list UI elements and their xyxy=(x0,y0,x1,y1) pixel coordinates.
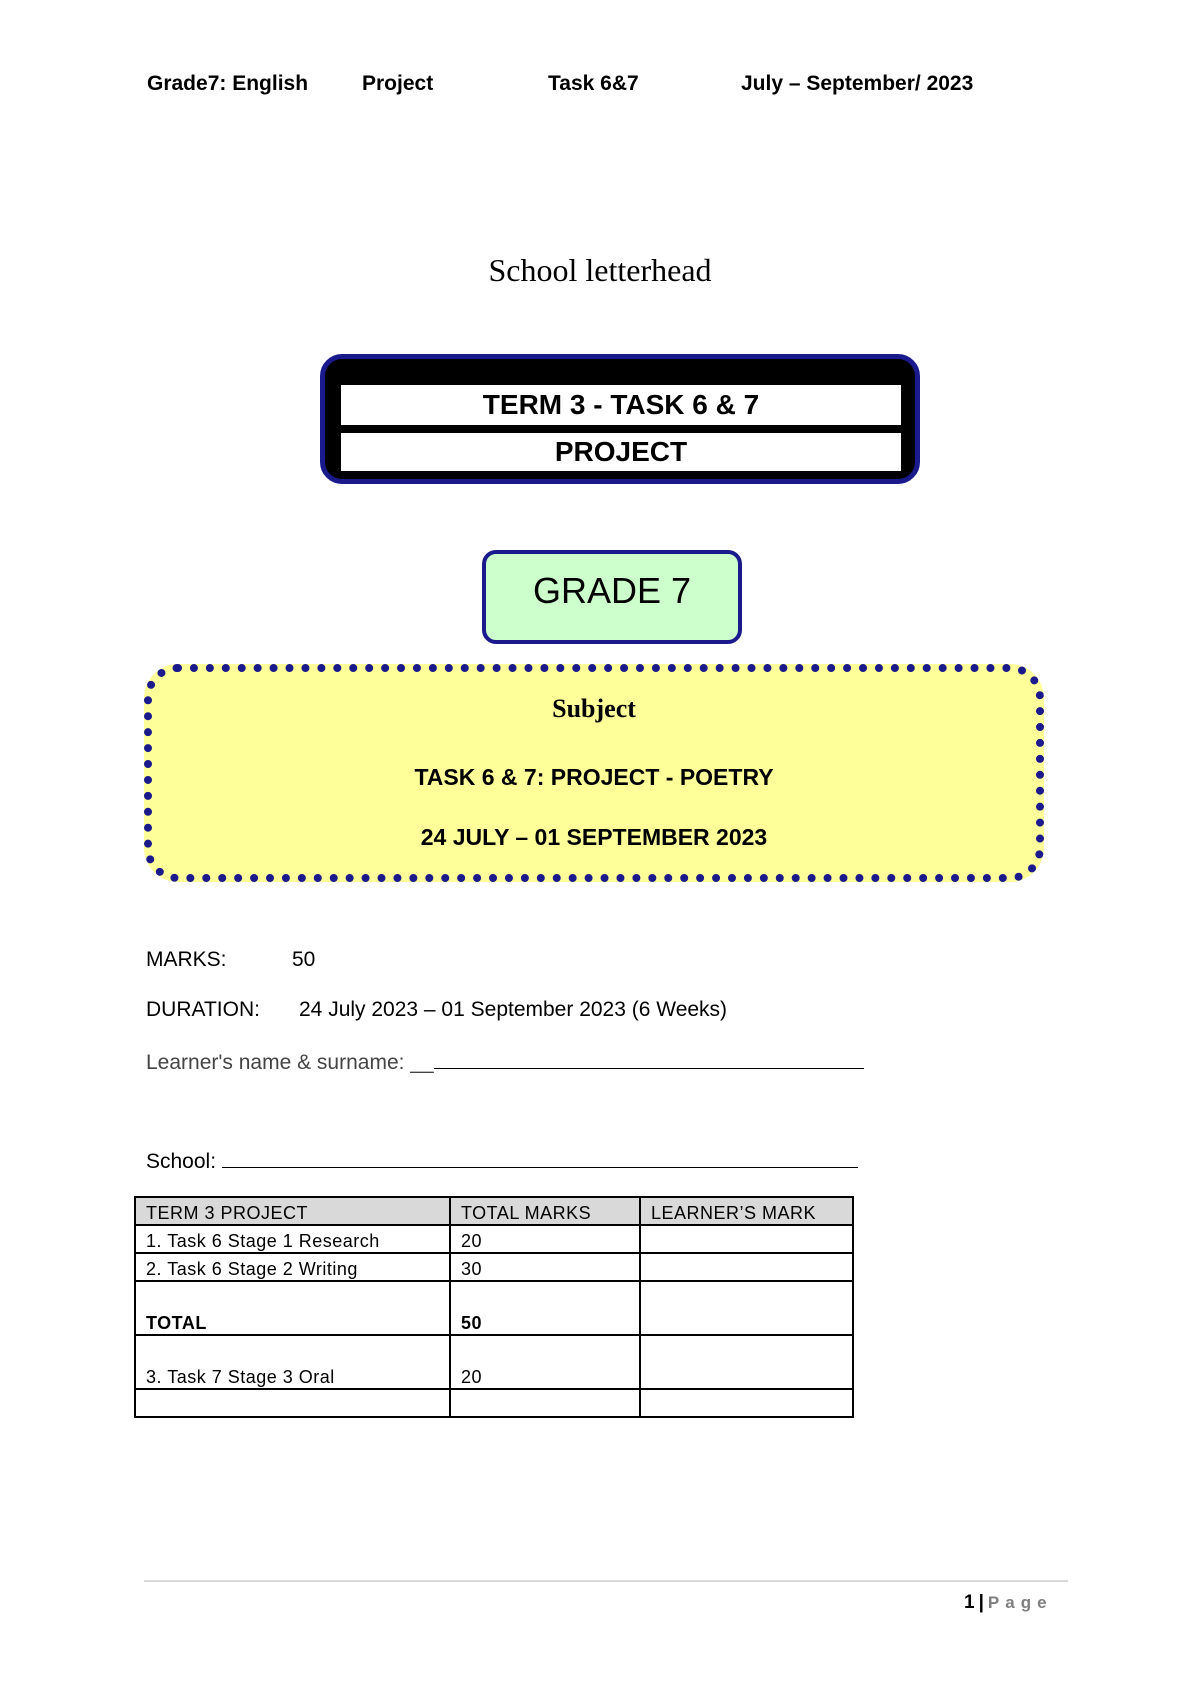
table-cell-input[interactable] xyxy=(640,1281,853,1335)
duration-label: DURATION: xyxy=(146,998,260,1021)
header-period: July – September/ 2023 xyxy=(741,72,974,95)
duration-value: 24 July 2023 – 01 September 2023 (6 Weeks) xyxy=(299,998,728,1021)
school-field[interactable] xyxy=(222,1147,858,1168)
table-cell: 30 xyxy=(450,1253,640,1281)
learner-name-field[interactable] xyxy=(434,1048,864,1069)
footer-rule xyxy=(144,1580,1068,1582)
learner-name-label: Learner's name & surname: __ xyxy=(146,1051,434,1074)
school-line xyxy=(146,1147,858,1174)
table-cell-input[interactable] xyxy=(640,1253,853,1281)
table-cell: 20 xyxy=(450,1335,640,1389)
subject-box xyxy=(144,664,1044,882)
table-cell: 3. Task 7 Stage 3 Oral xyxy=(135,1335,450,1389)
table-cell xyxy=(450,1389,640,1417)
page-number-value: 1 xyxy=(964,1592,975,1613)
duration-line xyxy=(146,998,727,1022)
marks-value: 50 xyxy=(292,948,316,971)
header-type: Project xyxy=(362,72,434,95)
header-grade: Grade7: English xyxy=(147,72,309,95)
table-header-row xyxy=(135,1197,853,1225)
table-cell: 2. Task 6 Stage 2 Writing xyxy=(135,1253,450,1281)
table-header: TOTAL MARKS xyxy=(450,1197,640,1225)
marks-line xyxy=(146,948,315,972)
table-cell: 1. Task 6 Stage 1 Research xyxy=(135,1225,450,1253)
marks-table xyxy=(134,1196,854,1418)
subject-title: Subject xyxy=(552,694,636,723)
table-row xyxy=(135,1389,853,1417)
table-cell: 20 xyxy=(450,1225,640,1253)
table-row xyxy=(135,1253,853,1281)
school-letterhead: School letterhead xyxy=(488,252,712,288)
header-task: Task 6&7 xyxy=(548,72,639,95)
subject-dates: 24 JULY – 01 SEPTEMBER 2023 xyxy=(420,824,768,850)
table-cell-input[interactable] xyxy=(640,1389,853,1417)
marks-label: MARKS: xyxy=(146,948,227,971)
term-project-line: PROJECT xyxy=(341,433,901,471)
learner-name-line xyxy=(146,1048,864,1075)
table-header: LEARNER’S MARK xyxy=(640,1197,853,1225)
table-row xyxy=(135,1225,853,1253)
page-number xyxy=(964,1592,1053,1614)
table-row xyxy=(135,1281,853,1335)
grade-box: GRADE 7 xyxy=(482,550,742,644)
table-cell-input[interactable] xyxy=(640,1225,853,1253)
table-cell: TOTAL xyxy=(135,1281,450,1335)
table-cell: 50 xyxy=(450,1281,640,1335)
subject-task: TASK 6 & 7: PROJECT - POETRY xyxy=(414,764,774,790)
table-cell xyxy=(135,1389,450,1417)
page-label: Page xyxy=(987,1593,1053,1612)
term-task-line: TERM 3 - TASK 6 & 7 xyxy=(341,385,901,425)
term-box xyxy=(320,354,920,484)
table-cell-input[interactable] xyxy=(640,1335,853,1389)
page-separator: | xyxy=(978,1592,984,1613)
table-header: TERM 3 PROJECT xyxy=(135,1197,450,1225)
table-row xyxy=(135,1335,853,1389)
school-label: School: xyxy=(146,1150,222,1173)
